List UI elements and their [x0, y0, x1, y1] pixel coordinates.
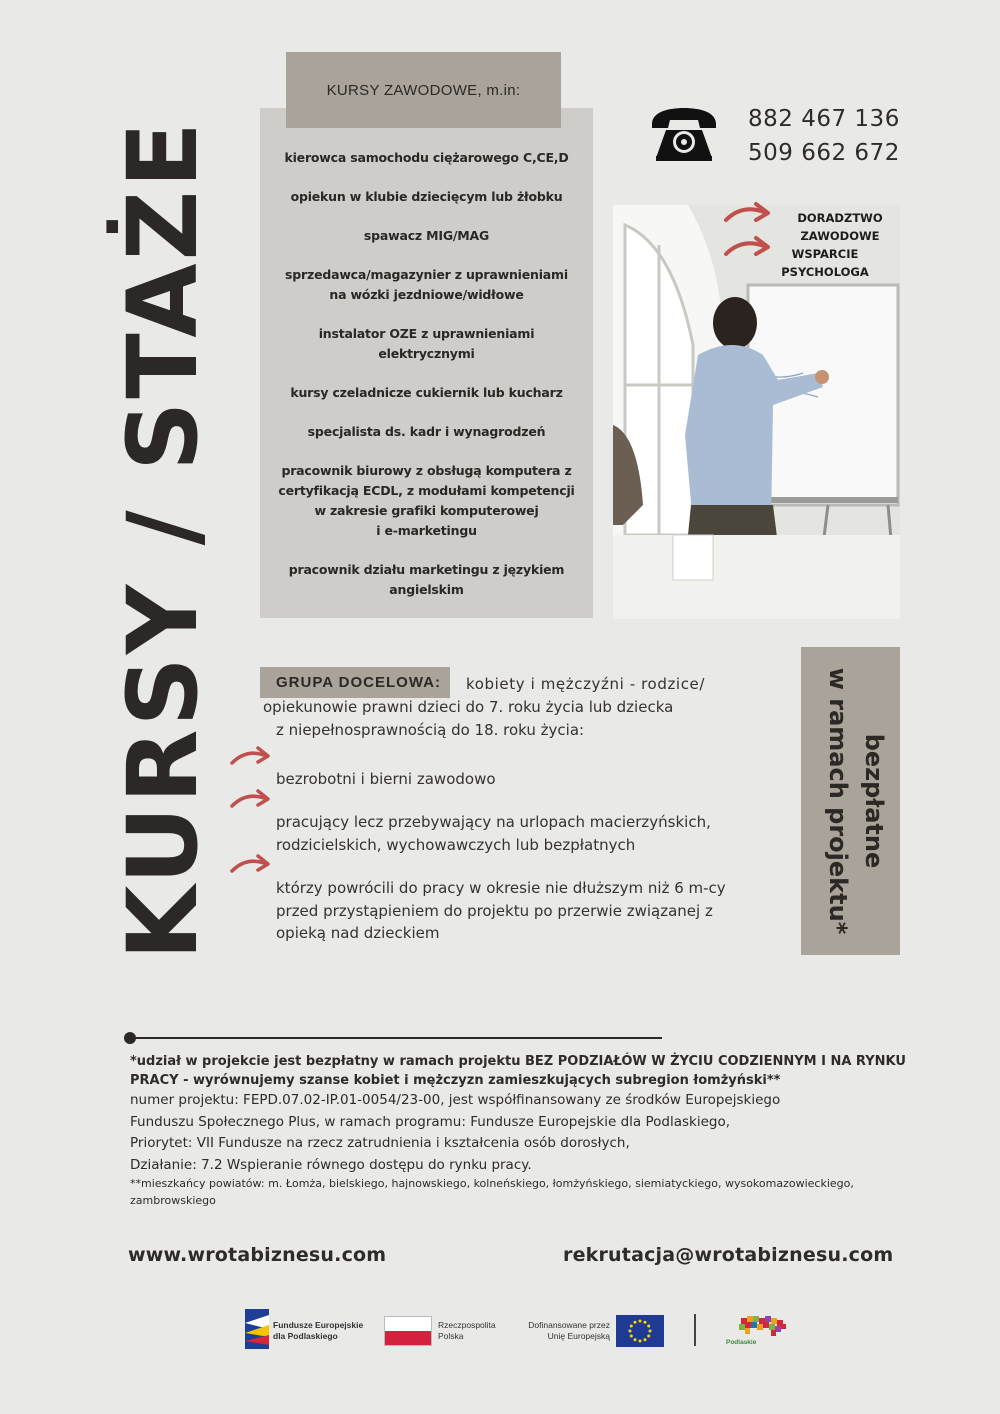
- rp-logo-text: Rzeczpospolita Polska: [438, 1320, 496, 1341]
- target-group-bullet: którzy powrócili do pracy w okresie nie dłuższym niż 6 m-cy przed przystąpieniem do projektu po przerwie związanej z opieką nad dzieckiem: [276, 879, 726, 942]
- courses-panel: [260, 108, 593, 618]
- logo-divider: [694, 1314, 696, 1346]
- course-item: pracownik biurowy z obsługą komputera z certyfikacją ECDL, z modułami kompetencji w zakresie grafiki komputerowej i e-marketingu: [278, 463, 575, 538]
- course-item: spawacz MIG/MAG: [363, 228, 490, 243]
- footnote-line: Działanie: 7.2 Wspieranie równego dostępu do rynku pracy.: [130, 1156, 532, 1173]
- courses-list: [260, 148, 593, 619]
- courses-header: KURSY ZAWODOWE, m.in:: [286, 52, 561, 128]
- photo-label: DORADZTWO ZAWODOWE: [797, 211, 883, 243]
- footnote-line: Priorytet: VII Fundusze na rzecz zatrudnienia i kształcenia osób dorosłych,: [130, 1135, 630, 1151]
- phone-number[interactable]: 509 662 672: [748, 140, 900, 166]
- footnote: [130, 1052, 910, 1209]
- email-link[interactable]: rekrutacja@wrotabiznesu.com: [563, 1244, 894, 1266]
- target-group-bullet: bezrobotni i bierni zawodowo: [276, 770, 496, 788]
- course-item: kierowca samochodu ciężarowego C,CE,D: [284, 150, 569, 165]
- page-title: KURSY / STAŻE: [107, 119, 219, 960]
- footnote-line: numer projektu: FEPD.07.02-IP.01-0054/23-00, jest współfinansowany ze środków Europejskiego: [130, 1092, 781, 1108]
- target-group-bullet: pracujący lecz przebywający na urlopach macierzyńskich, rodzicielskich, wychowawczych lub bezpłatnych: [276, 813, 711, 854]
- course-item: sprzedawca/magazynier z uprawnieniami na wózki jezdniowe/widłowe: [285, 267, 568, 302]
- fe-logo-icon: [245, 1309, 269, 1349]
- photo-label: WSPARCIE PSYCHOLOGA: [781, 247, 869, 279]
- target-group-line: opiekunowie prawni dzieci do 7. roku życia lub dziecka: [263, 698, 674, 716]
- arrow-icon: [228, 853, 274, 877]
- target-group-label: GRUPA DOCELOWA:: [260, 667, 450, 698]
- course-item: kursy czeladnicze cukiernik lub kucharz: [290, 385, 563, 400]
- target-group-line: kobiety i mężczyźni - rodzice/: [466, 675, 706, 693]
- course-item: opiekun w klubie dziecięcym lub żłobku: [290, 189, 563, 204]
- arrow-icon: [228, 788, 274, 812]
- course-item: instalator OZE z uprawnieniami elektrycznymi: [318, 326, 535, 361]
- poland-flag-icon: [384, 1316, 432, 1346]
- footnote-line: Funduszu Społecznego Plus, w ramach programu: Fundusze Europejskie dla Podlaskiego,: [130, 1113, 731, 1130]
- target-group-line: z niepełnosprawnością do 18. roku życia:: [276, 721, 585, 739]
- phone-icon: [648, 106, 720, 162]
- free-badge-line: w ramach projektu*: [824, 667, 852, 935]
- footnote-counties: **mieszkańcy powiatów: m. Łomża, bielskiego, hajnowskiego, kolneńskiego, łomżyńskiego, siemiatyckiego, wysokomazowieckiego, zambrowskiego: [130, 1177, 854, 1207]
- divider: [132, 1037, 662, 1039]
- footnote-project: *udział w projekcie jest bezpłatny w ramach projektu BEZ PODZIAŁÓW W ŻYCIU CODZIENNYM I NA RYNKU PRACY - wyrównujemy szanse kobiet i mężczyzn zamieszkujących subregion łomżyński**: [130, 1054, 906, 1088]
- eu-flag-icon: [616, 1315, 664, 1347]
- free-badge-line: bezpłatne: [860, 733, 888, 869]
- divider-dot: [124, 1032, 136, 1044]
- eu-logo-text: Dofinansowane przez Unię Europejską: [528, 1320, 610, 1341]
- course-item: specjalista ds. kadr i wynagrodzeń: [307, 424, 546, 439]
- fe-logo-text: Fundusze Europejskie dla Podlaskiego: [273, 1320, 364, 1341]
- course-item: pracownik działu marketingu z językiem angielskim: [288, 562, 565, 597]
- free-badge: [801, 647, 900, 955]
- website-link[interactable]: www.wrotabiznesu.com: [128, 1244, 387, 1266]
- arrow-icon: [228, 745, 274, 769]
- podlaskie-logo-text: Podlaskie: [726, 1339, 757, 1346]
- phone-number[interactable]: 882 467 136: [748, 106, 900, 132]
